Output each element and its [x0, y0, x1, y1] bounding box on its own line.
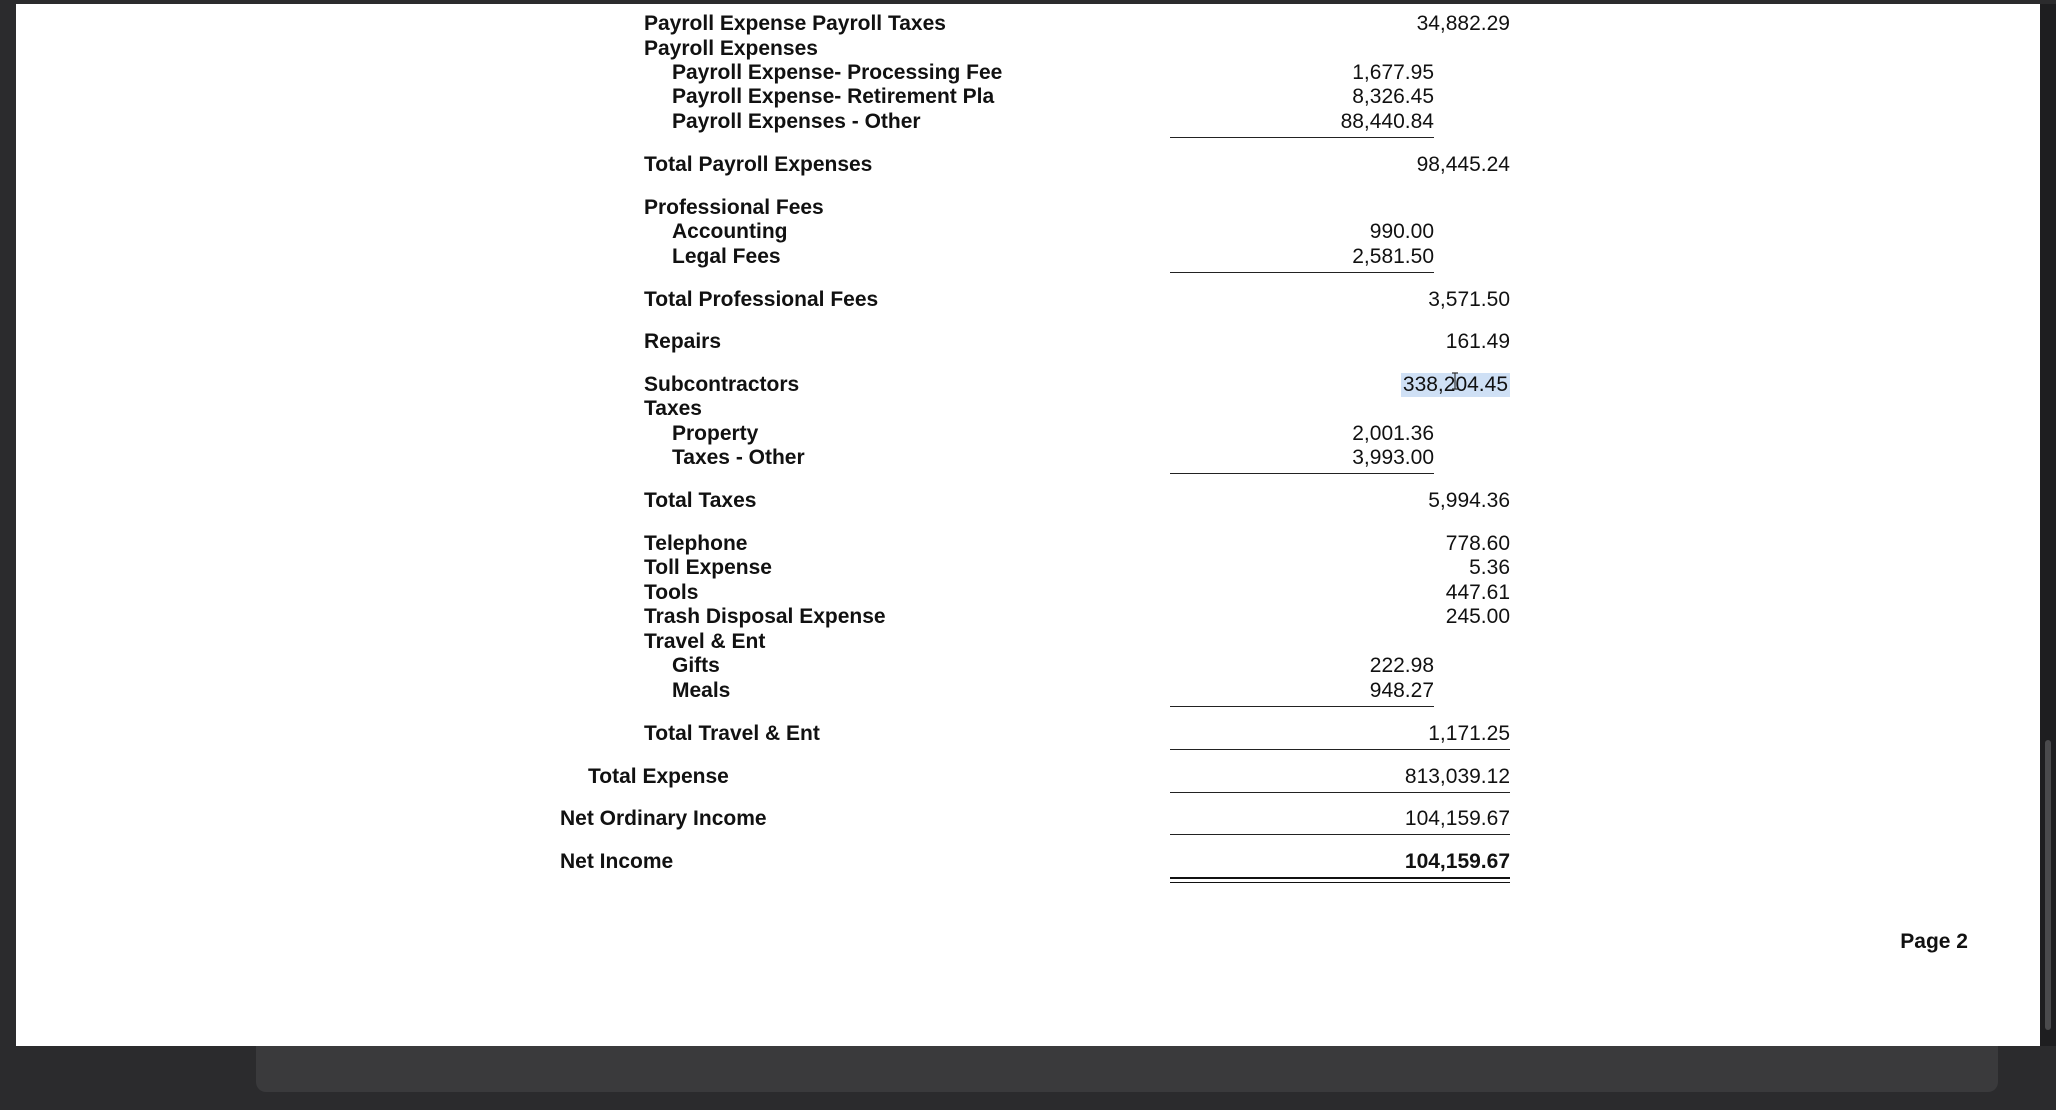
row-sub-value: 948.27 — [1369, 679, 1434, 702]
subtotal-rule — [1170, 272, 1434, 273]
row-net-ordinary-income — [16, 807, 2040, 831]
row-label: Meals — [672, 679, 731, 702]
row-label: Payroll Expenses — [644, 37, 818, 60]
row-toll — [16, 556, 2040, 580]
subtotal-rule — [1170, 137, 1434, 138]
row-processing-fee — [16, 61, 2040, 85]
scrollbar-thumb[interactable] — [2045, 740, 2051, 1030]
row-total-expense — [16, 765, 2040, 789]
row-total-value: 98,445.24 — [1416, 153, 1510, 176]
row-gifts — [16, 654, 2040, 678]
row-label: Taxes - Other — [672, 446, 805, 469]
selected-value[interactable]: 338,204.45 — [1402, 373, 1508, 396]
row-professional-fees — [16, 196, 2040, 220]
row-total-taxes — [16, 489, 2040, 513]
row-label: Total Taxes — [644, 489, 757, 512]
row-label: Tools — [644, 581, 699, 604]
row-payroll-other — [16, 110, 2040, 134]
row-label: Payroll Expense- Processing Fee — [672, 61, 1003, 84]
row-label: Toll Expense — [644, 556, 772, 579]
row-label: Telephone — [644, 532, 748, 555]
row-payroll-taxes — [16, 12, 2040, 36]
row-total-value: 3,571.50 — [1428, 288, 1510, 311]
row-sub-value: 88,440.84 — [1340, 110, 1434, 133]
row-total-value: 245.00 — [1445, 605, 1510, 628]
row-total-value: 34,882.29 — [1416, 12, 1510, 35]
row-label: Payroll Expenses - Other — [672, 110, 921, 133]
row-label: Subcontractors — [644, 373, 800, 396]
row-label: Total Payroll Expenses — [644, 153, 873, 176]
row-label — [560, 850, 673, 874]
subtotal-rule — [1170, 473, 1434, 474]
row-label: Net Ordinary Income — [560, 807, 767, 830]
row-meals — [16, 679, 2040, 703]
row-property — [16, 422, 2040, 446]
row-sub-value: 8,326.45 — [1352, 85, 1434, 108]
row-legal-fees — [16, 245, 2040, 269]
row-label: Total Expense — [588, 765, 729, 788]
row-total-payroll — [16, 153, 2040, 177]
row-total-value: 104,159.67 — [1404, 807, 1510, 830]
total-rule — [1170, 834, 1510, 835]
row-retirement — [16, 85, 2040, 109]
page-number: Page 2 — [1900, 930, 1968, 953]
row-tools — [16, 581, 2040, 605]
row-taxes-other — [16, 446, 2040, 470]
row-total-value: 5.36 — [1469, 556, 1510, 579]
row-label: Total Professional Fees — [644, 288, 879, 311]
row-total-value: 813,039.12 — [1404, 765, 1510, 788]
total-rule — [1170, 792, 1510, 793]
row-total-travel — [16, 722, 2040, 746]
row-label: Payroll Expense Payroll Taxes — [644, 12, 946, 35]
row-label: Total Travel & Ent — [644, 722, 820, 745]
row-label: Property — [672, 422, 759, 445]
row-net-income — [16, 850, 2040, 874]
row-accounting — [16, 220, 2040, 244]
row-total-professional — [16, 288, 2040, 312]
row-label: Repairs — [644, 330, 722, 353]
row-label: Gifts — [672, 654, 720, 677]
row-label: Trash Disposal Expense — [644, 605, 886, 628]
double-total-rule — [1170, 877, 1510, 883]
net-income-value: 104,159.67 — [1404, 850, 1510, 873]
subtotal-rule — [1170, 706, 1434, 707]
row-total-value: 447.61 — [1445, 581, 1510, 604]
row-total-value: 161.49 — [1445, 330, 1510, 353]
row-total-value: 5,994.36 — [1428, 489, 1510, 512]
total-rule — [1170, 749, 1510, 750]
row-label: Accounting — [672, 220, 788, 243]
row-trash — [16, 605, 2040, 629]
row-taxes — [16, 397, 2040, 421]
report-page — [16, 4, 2040, 1046]
row-label: Travel & Ent — [644, 630, 766, 653]
row-repairs — [16, 330, 2040, 354]
row-label: Payroll Expense- Retirement Pla — [672, 85, 995, 108]
row-sub-value: 2,001.36 — [1352, 422, 1434, 445]
row-sub-value: 990.00 — [1369, 220, 1434, 243]
row-sub-value: 2,581.50 — [1352, 245, 1434, 268]
row-total-value: 1,171.25 — [1428, 722, 1510, 745]
row-telephone — [16, 532, 2040, 556]
text-cursor-icon — [1451, 372, 1459, 390]
row-sub-value: 3,993.00 — [1352, 446, 1434, 469]
row-sub-value: 222.98 — [1369, 654, 1434, 677]
row-subcontractors — [16, 373, 2040, 397]
row-total-value: 778.60 — [1445, 532, 1510, 555]
row-payroll-expenses — [16, 37, 2040, 61]
row-label: Professional Fees — [644, 196, 824, 219]
row-travel — [16, 630, 2040, 654]
row-sub-value: 1,677.95 — [1352, 61, 1434, 84]
row-label: Legal Fees — [672, 245, 781, 268]
net-income-label: Net Income — [560, 850, 674, 873]
row-label: Taxes — [644, 397, 702, 420]
